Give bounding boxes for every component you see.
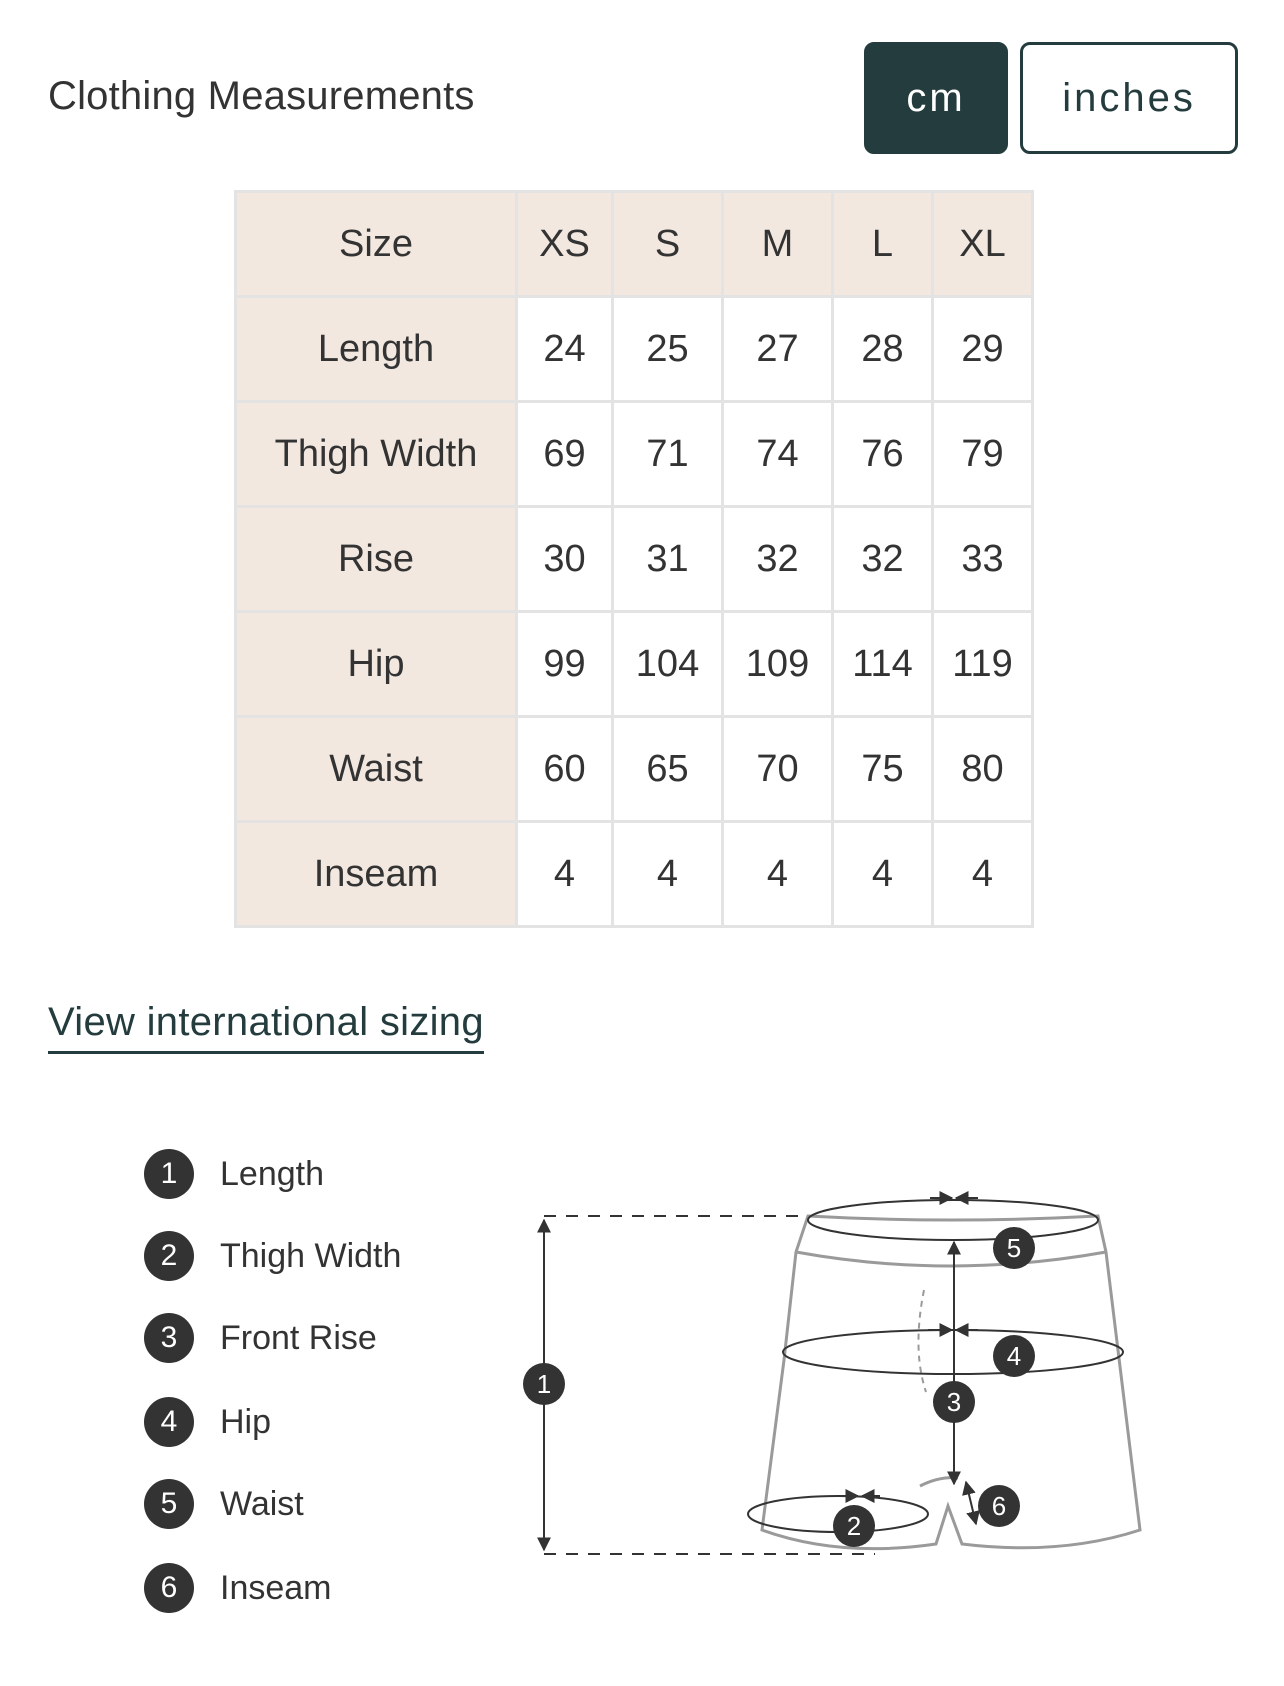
table-cell: 60 (517, 717, 613, 822)
legend-item-front-rise (144, 1312, 464, 1364)
row-label: Waist (236, 717, 517, 822)
diagram-badge-6-label: 6 (991, 1491, 1007, 1521)
table-cell: 27 (723, 297, 833, 402)
table-header-cell: XS (517, 192, 613, 297)
table-cell: 28 (833, 297, 933, 402)
table-cell: 99 (517, 612, 613, 717)
unit-cm-button[interactable]: cm (864, 42, 1008, 154)
table-header-cell: M (723, 192, 833, 297)
legend-number-badge: 3 (144, 1313, 194, 1363)
table-cell: 31 (613, 507, 723, 612)
table-cell: 71 (613, 402, 723, 507)
row-label: Inseam (236, 822, 517, 927)
table-row (236, 822, 1033, 927)
table-row (236, 507, 1033, 612)
legend-number-badge: 1 (144, 1149, 194, 1199)
row-label: Thigh Width (236, 402, 517, 507)
table-cell: 4 (833, 822, 933, 927)
diagram-badge-3-label: 3 (946, 1387, 962, 1417)
legend-item-waist (144, 1478, 464, 1530)
row-label: Hip (236, 612, 517, 717)
row-label: Rise (236, 507, 517, 612)
legend-label: Front Rise (220, 1318, 377, 1357)
size-chart-table (234, 190, 1034, 928)
page-title: Clothing Measurements (48, 74, 475, 118)
shorts-measurement-diagram (500, 1160, 1160, 1580)
table-cell: 76 (833, 402, 933, 507)
diagram-badge-4-label: 4 (1006, 1341, 1022, 1371)
legend-label: Thigh Width (220, 1236, 402, 1275)
table-cell: 74 (723, 402, 833, 507)
table-cell: 4 (723, 822, 833, 927)
view-international-sizing-link[interactable]: View international sizing (48, 1000, 484, 1054)
table-row (236, 717, 1033, 822)
table-cell: 80 (933, 717, 1033, 822)
table-cell: 75 (833, 717, 933, 822)
table-row (236, 402, 1033, 507)
table-cell: 4 (613, 822, 723, 927)
table-header-cell: XL (933, 192, 1033, 297)
table-cell: 70 (723, 717, 833, 822)
legend-number-badge: 5 (144, 1479, 194, 1529)
legend-label: Hip (220, 1402, 272, 1441)
legend-item-thigh-width (144, 1230, 464, 1282)
legend-item-hip (144, 1396, 464, 1448)
table-cell: 4 (933, 822, 1033, 927)
diagram-badge-2-label: 2 (846, 1511, 862, 1541)
table-cell: 65 (613, 717, 723, 822)
legend-label: Waist (220, 1484, 304, 1523)
table-row (236, 297, 1033, 402)
table-header-cell: S (613, 192, 723, 297)
table-cell: 69 (517, 402, 613, 507)
table-cell: 109 (723, 612, 833, 717)
table-cell: 30 (517, 507, 613, 612)
diagram-badge-5-label: 5 (1006, 1233, 1022, 1263)
legend-number-badge: 4 (144, 1397, 194, 1447)
table-cell: 32 (833, 507, 933, 612)
diagram-badge-1-label: 1 (536, 1369, 552, 1399)
table-cell: 32 (723, 507, 833, 612)
legend-item-inseam (144, 1562, 464, 1614)
table-cell: 104 (613, 612, 723, 717)
table-cell: 4 (517, 822, 613, 927)
row-label: Length (236, 297, 517, 402)
legend-label: Length (220, 1154, 324, 1193)
table-row (236, 612, 1033, 717)
legend-item-length (144, 1148, 464, 1200)
inseam-arrow (966, 1482, 976, 1524)
table-cell: 24 (517, 297, 613, 402)
table-cell: 29 (933, 297, 1033, 402)
table-cell: 33 (933, 507, 1033, 612)
table-cell: 119 (933, 612, 1033, 717)
table-cell: 25 (613, 297, 723, 402)
table-cell: 114 (833, 612, 933, 717)
table-cell: 79 (933, 402, 1033, 507)
legend-number-badge: 2 (144, 1231, 194, 1281)
table-header-cell: Size (236, 192, 517, 297)
table-header-cell: L (833, 192, 933, 297)
legend-label: Inseam (220, 1568, 332, 1607)
legend-number-badge: 6 (144, 1563, 194, 1613)
unit-inches-button[interactable]: inches (1020, 42, 1238, 154)
table-header-row (236, 192, 1033, 297)
